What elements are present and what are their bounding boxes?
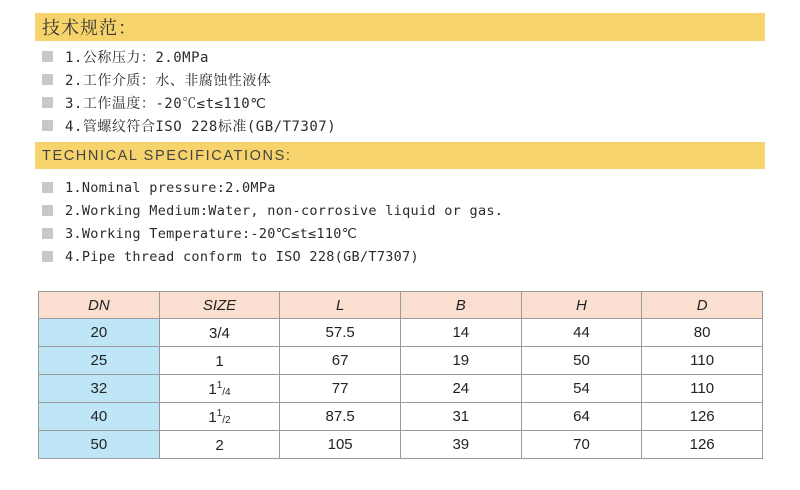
cell-b: 19 — [400, 347, 521, 375]
cn-spec-list — [42, 45, 336, 137]
square-bullet-icon — [42, 120, 53, 131]
cell-h: 70 — [521, 431, 642, 459]
square-bullet-icon — [42, 228, 53, 239]
list-item: 4.Pipe thread conform to ISO 228(GB/T7307) — [42, 245, 503, 268]
cell-size: 1 — [159, 347, 280, 375]
cell-dn: 50 — [39, 431, 160, 459]
square-bullet-icon — [42, 205, 53, 216]
square-bullet-icon — [42, 182, 53, 193]
cell-h: 54 — [521, 375, 642, 403]
cell-b: 31 — [400, 403, 521, 431]
header-size: SIZE — [159, 292, 280, 319]
cell-h: 50 — [521, 347, 642, 375]
cell-d: 126 — [642, 431, 763, 459]
cell-size: 2 — [159, 431, 280, 459]
header-b: B — [400, 292, 521, 319]
cell-size: $1^1_{/2}$ — [159, 403, 280, 431]
list-item: 2.Working Medium:Water, non-corrosive liquid or gas. — [42, 199, 503, 222]
list-item: 3.Working Temperature:-20℃≤t≤110℃ — [42, 222, 503, 245]
en-section-title: TECHNICAL SPECIFICATIONS: — [42, 147, 292, 164]
square-bullet-icon — [42, 97, 53, 108]
table-row — [39, 319, 763, 347]
cell-size: 3/4 — [159, 319, 280, 347]
cell-dn: 25 — [39, 347, 160, 375]
cell-size: $1^1_{/4}$ — [159, 375, 280, 403]
cn-section-title: 技术规范： — [42, 18, 137, 39]
list-item: 1.公称压力：2.0MPa — [42, 45, 336, 68]
cell-l: 87.5 — [280, 403, 401, 431]
cell-d: 110 — [642, 375, 763, 403]
table-row — [39, 375, 763, 403]
table-header-row — [39, 292, 763, 319]
cell-l: 105 — [280, 431, 401, 459]
header-d: D — [642, 292, 763, 319]
cell-b: 14 — [400, 319, 521, 347]
square-bullet-icon — [42, 51, 53, 62]
table-row — [39, 431, 763, 459]
square-bullet-icon — [42, 251, 53, 262]
header-dn: DN — [39, 292, 160, 319]
list-item: 4.管螺纹符合ISO 228标准(GB/T7307) — [42, 114, 336, 137]
square-bullet-icon — [42, 74, 53, 85]
header-h: H — [521, 292, 642, 319]
cell-l: 67 — [280, 347, 401, 375]
cell-h: 44 — [521, 319, 642, 347]
cell-l: 77 — [280, 375, 401, 403]
table-row — [39, 347, 763, 375]
cell-d: 80 — [642, 319, 763, 347]
cell-b: 24 — [400, 375, 521, 403]
header-l: L — [280, 292, 401, 319]
cell-h: 64 — [521, 403, 642, 431]
list-item: 1.Nominal pressure:2.0MPa — [42, 176, 503, 199]
en-section-banner — [35, 142, 765, 169]
cell-l: 57.5 — [280, 319, 401, 347]
cell-b: 39 — [400, 431, 521, 459]
cell-d: 126 — [642, 403, 763, 431]
list-item: 3.工作温度：-20℃≤t≤110℃ — [42, 91, 336, 114]
cell-dn: 20 — [39, 319, 160, 347]
cn-section-banner — [35, 13, 765, 41]
dimension-table — [38, 291, 763, 459]
cell-dn: 32 — [39, 375, 160, 403]
en-spec-list — [42, 176, 503, 268]
table-row — [39, 403, 763, 431]
cell-d: 110 — [642, 347, 763, 375]
list-item: 2.工作介质：水、非腐蚀性液体 — [42, 68, 336, 91]
cell-dn: 40 — [39, 403, 160, 431]
